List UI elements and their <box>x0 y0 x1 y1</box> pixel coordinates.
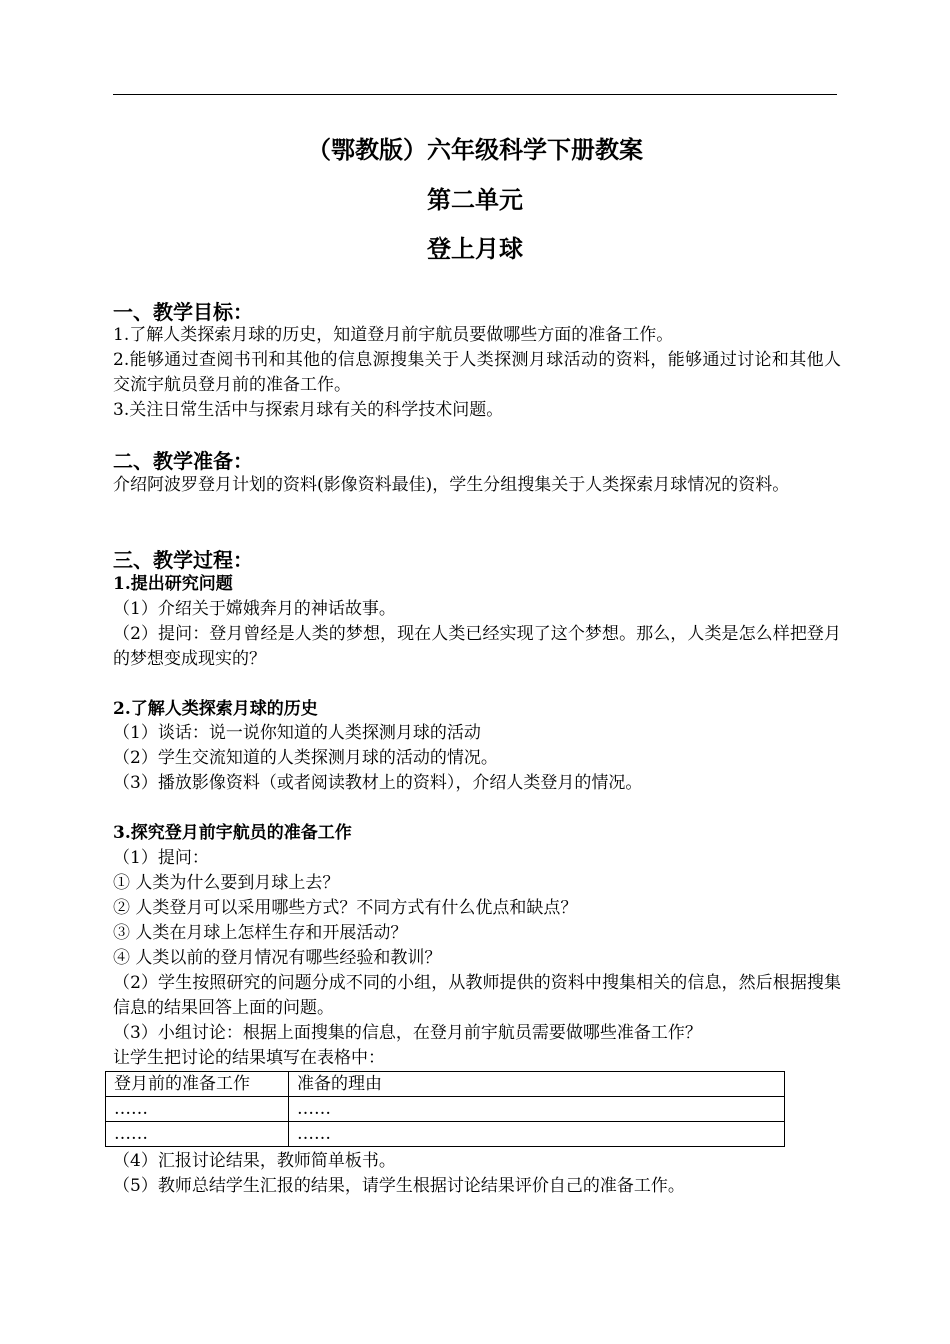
question-item: ④ 人类以前的登月情况有哪些经验和教训？ <box>113 948 442 968</box>
table-cell: …… <box>289 1122 785 1147</box>
table-header-row <box>106 1072 785 1097</box>
table-cell: …… <box>289 1097 785 1122</box>
question-item: ② 人类登月可以采用哪些方式？不同方式有什么优点和缺点？ <box>113 898 578 918</box>
step2-title: 2.了解人类探索月球的历史 <box>113 699 318 719</box>
step2-line: （1）谈话：说一说你知道的人类探测月球的活动 <box>113 723 481 743</box>
table-header-cell: 准备的理由 <box>289 1072 785 1097</box>
preparation-table <box>105 1071 785 1147</box>
document-title: （鄂教版）六年级科学下册教案 <box>307 135 643 164</box>
step2-line: （2）学生交流知道的人类探测月球的活动的情况。 <box>113 748 498 768</box>
step1-line: （2）提问：登月曾经是人类的梦想，现在人类已经实现了这个梦想。那么，人类是怎么样把登月的梦想变成现实的？ <box>113 624 841 669</box>
step3-ask: （1）提问： <box>113 848 209 868</box>
goal-item: 2.能够通过查阅书刊和其他的信息源搜集关于人类探测月球活动的资料，能够通过讨论和其他人交流宇航员登月前的准备工作。 <box>113 350 841 395</box>
step3-discuss: （3）小组讨论：根据上面搜集的信息，在登月前宇航员需要做哪些准备工作？ <box>113 1023 702 1043</box>
step3-after: （4）汇报讨论结果，教师简单板书。 <box>113 1151 396 1171</box>
step1-title: 1.提出研究问题 <box>113 574 233 594</box>
goal-item: 1.了解人类探索月球的历史，知道登月前宇航员要做哪些方面的准备工作。 <box>113 325 674 345</box>
prep-text: 介绍阿波罗登月计划的资料(影像资料最佳)，学生分组搜集关于人类探索月球情况的资料。 <box>113 475 790 495</box>
step3-after: （5）教师总结学生汇报的结果，请学生根据讨论结果评价自己的准备工作。 <box>113 1176 685 1196</box>
process-heading: 三、教学过程： <box>113 548 253 572</box>
table-intro: 让学生把讨论的结果填写在表格中： <box>113 1048 385 1068</box>
question-item: ① 人类为什么要到月球上去？ <box>113 873 340 893</box>
table-row <box>106 1097 785 1122</box>
header-rule <box>113 94 837 95</box>
table-row <box>106 1122 785 1147</box>
step2-line: （3）播放影像资料（或者阅读教材上的资料），介绍人类登月的情况。 <box>113 773 643 793</box>
goal-item: 3.关注日常生活中与探索月球有关的科学技术问题。 <box>113 400 504 420</box>
step1-line: （1）介绍关于嫦娥奔月的神话故事。 <box>113 599 396 619</box>
step3-title: 3.探究登月前宇航员的准备工作 <box>113 823 352 843</box>
goals-heading: 一、教学目标： <box>113 300 253 324</box>
lesson-title: 登上月球 <box>427 234 523 263</box>
prep-heading: 二、教学准备： <box>113 449 253 473</box>
table-cell: …… <box>106 1122 289 1147</box>
step3-group: （2）学生按照研究的问题分成不同的小组，从教师提供的资料中搜集相关的信息，然后根据搜集信息的结果回答上面的问题。 <box>113 973 841 1018</box>
question-item: ③ 人类在月球上怎样生存和开展活动？ <box>113 923 408 943</box>
unit-title: 第二单元 <box>427 185 523 214</box>
table-cell: …… <box>106 1097 289 1122</box>
table-header-cell: 登月前的准备工作 <box>106 1072 289 1097</box>
